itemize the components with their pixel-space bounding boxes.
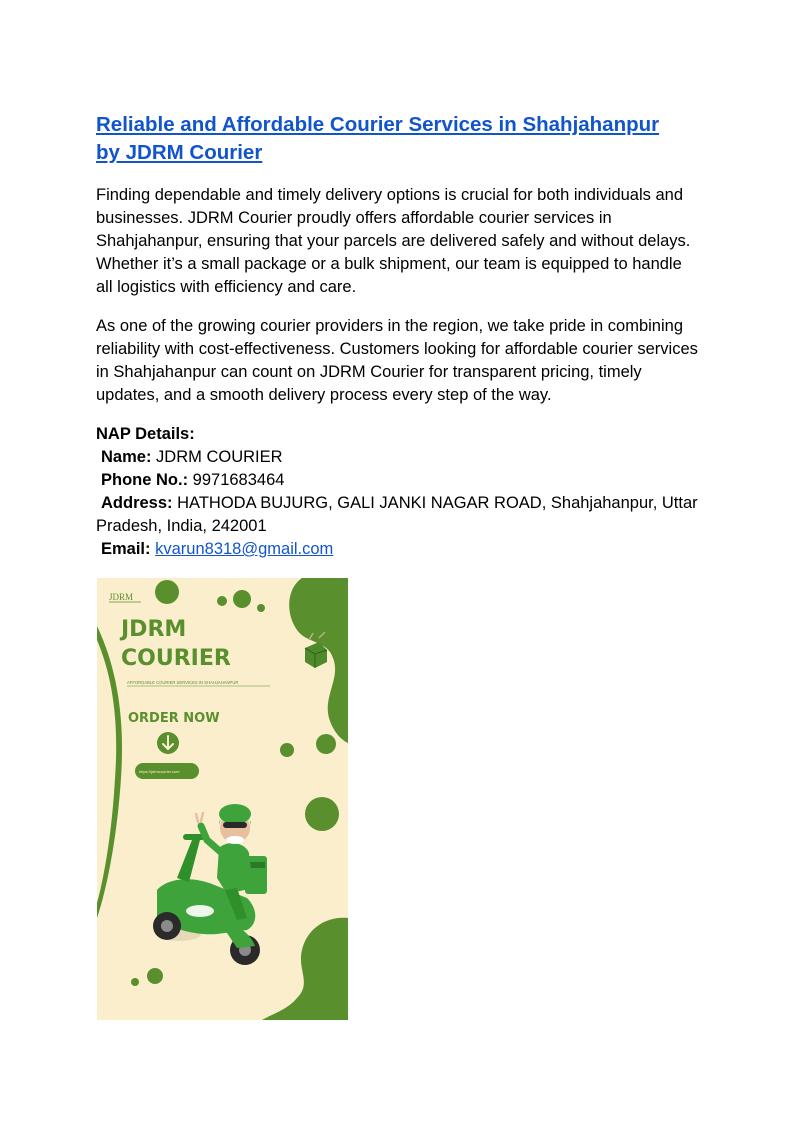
nap-email-row (96, 538, 706, 561)
nap-heading: NAP Details: (96, 425, 195, 443)
email-link[interactable]: kvarun8318@gmail.com (155, 540, 334, 558)
dot (280, 743, 294, 757)
website-pill-text[interactable]: https://jdrmcourier.com (139, 769, 180, 774)
nap-phone-value: 9971683464 (192, 471, 285, 489)
second-paragraph: As one of the growing courier providers in the region, we take pride in combining reliability with cost-effectiveness. Customers looking for affordable courier services in Shahjahanpur can count on JDRM Courier for transparent pricing, timely updates, and a smooth delivery process every step of the way. (96, 317, 698, 404)
nap-name-row (96, 446, 706, 469)
dot (316, 734, 336, 754)
nap-address-label: Address: (101, 494, 173, 512)
dot (147, 968, 163, 984)
title-line-2[interactable]: by JDRM Courier (96, 141, 263, 164)
nap-details (96, 423, 706, 561)
nap-phone-row (96, 469, 706, 492)
nap-name-value: JDRM COURIER (156, 448, 283, 466)
dot (131, 978, 139, 986)
poster-title-line-2: COURIER (121, 646, 231, 671)
scooter-rider-illustration (153, 804, 267, 965)
title-line-1[interactable]: Reliable and Affordable Courier Services in Shahjahanpur (96, 113, 660, 136)
poster-tagline: AFFORDABLE COURIER SERVICES IN SHAHJAHANPUR (127, 680, 239, 685)
dot (257, 604, 265, 612)
nap-phone-label: Phone No.: (101, 471, 189, 489)
nap-email-label: Email: (101, 540, 151, 558)
nap-address-row (96, 492, 706, 538)
poster-artwork (97, 578, 348, 1020)
dot (155, 580, 179, 604)
order-now-label[interactable]: ORDER NOW (128, 711, 220, 726)
poster-logo: JDRM (109, 592, 134, 602)
dot (217, 596, 227, 606)
intro-paragraph: Finding dependable and timely delivery options is crucial for both individuals and businesses. JDRM Courier proudly offers affordable courier services in Shahjahanpur, ensuring that your parcels are delivered safely and without delays. Whether it’s a small package or a bulk shipment, our team is equipped to handle all logistics with efficiency and care. (96, 186, 691, 296)
nap-name-label: Name: (101, 448, 152, 466)
promo-poster (97, 578, 348, 1020)
dot (305, 797, 339, 831)
bottom-right-blob (262, 918, 348, 1020)
page-title[interactable] (96, 111, 716, 167)
dot (233, 590, 251, 608)
nap-address-value: HATHODA BUJURG, GALI JANKI NAGAR ROAD, Shahjahanpur, Uttar Pradesh, India, 242001 (96, 494, 698, 535)
poster-title-line-1: JDRM (121, 617, 187, 642)
